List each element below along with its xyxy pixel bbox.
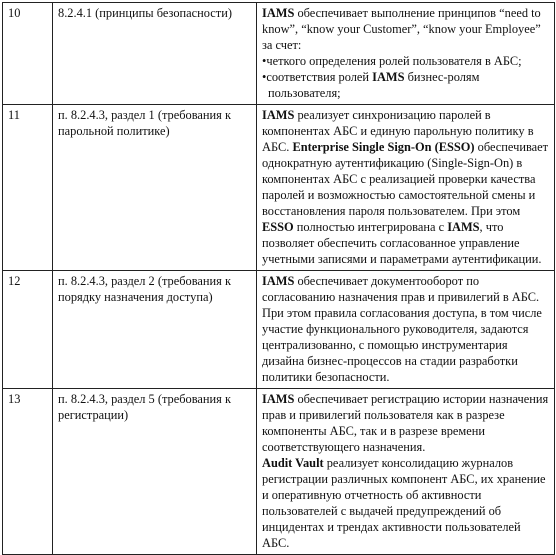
product-name: IAMS [262,392,295,406]
bullet-text: •соответствия ролей [262,70,373,84]
row-number-cell: 12 [3,271,53,389]
row-number-cell: 11 [3,105,53,271]
clause-cell: п. 8.2.4.3, раздел 2 (требования к порядку назначения доступа) [53,271,257,389]
product-name: IAMS [262,108,295,122]
description-text: обеспечивает документооборот по согласованию назначения прав и привилегий в АБС. При этом правила согласования доступа, в том числе участие функционального руководителя, задаются централизованно, с помощью инструментария дизайна бизнес-процессов на стадии разработки политики безопасности. [262,274,542,384]
clause-cell: 8.2.4.1 (принципы безопасности) [53,3,257,105]
description-paragraph [262,455,550,551]
description-text: , что позволяет обеспечить согласованное управление учетными записями и параметрами аутентификации. [262,220,542,266]
requirements-table [2,2,555,555]
bullet-item: •четкого определения ролей пользователя в АБС; [262,54,522,68]
bullet-text: бизнес-ролям пользователя; [268,70,480,100]
description-cell [257,389,555,555]
product-name: ESSO [262,220,294,234]
product-name: Enterprise Single Sign-On (ESSO) [292,140,475,154]
description-text: обеспечивает выполнение принципов “need to know”, “know your Customer”, “know your Employee” за счет: [262,6,541,52]
row-number-cell: 13 [3,389,53,555]
description-text: обеспечивает регистрацию истории назначения прав и привилегий пользователя как в разрезе компоненты АБС, так и в разрезе времени соответствующего назначения. [262,392,549,454]
table-row [3,389,555,555]
product-name: IAMS [447,220,480,234]
product-name: IAMS [372,70,405,84]
table-row [3,105,555,271]
product-name: IAMS [262,274,295,288]
table-row [3,271,555,389]
table-row [3,3,555,105]
description-text: полностью интегрирована с [293,220,448,234]
product-name: Audit Vault [262,456,324,470]
description-cell [257,105,555,271]
description-text: обеспечивает однократную аутентификацию (Single-Sign-On) в компонентах АБС с реализацией проверки качества паролей и возможностью самостоятельной смены и восстановления пароля пользователем. При этом [262,140,549,218]
description-text: реализует синхронизацию паролей в компонентах АБС и единую парольную политику в АБС. [262,108,534,154]
clause-cell: п. 8.2.4.3, раздел 5 (требования к регистрации) [53,389,257,555]
clause-cell: п. 8.2.4.3, раздел 1 (требования к парольной политике) [53,105,257,271]
row-number-cell: 10 [3,3,53,105]
bullet-item [262,69,550,101]
description-cell [257,271,555,389]
description-cell [257,3,555,105]
product-name: IAMS [262,6,295,20]
description-text: реализует консолидацию журналов регистрации различных компонент АБС, их хранение и оперативную отчетность об активности пользователей с выдачей предупреждений об инцидентах и трендах активности пользователей АБС. [262,456,546,550]
